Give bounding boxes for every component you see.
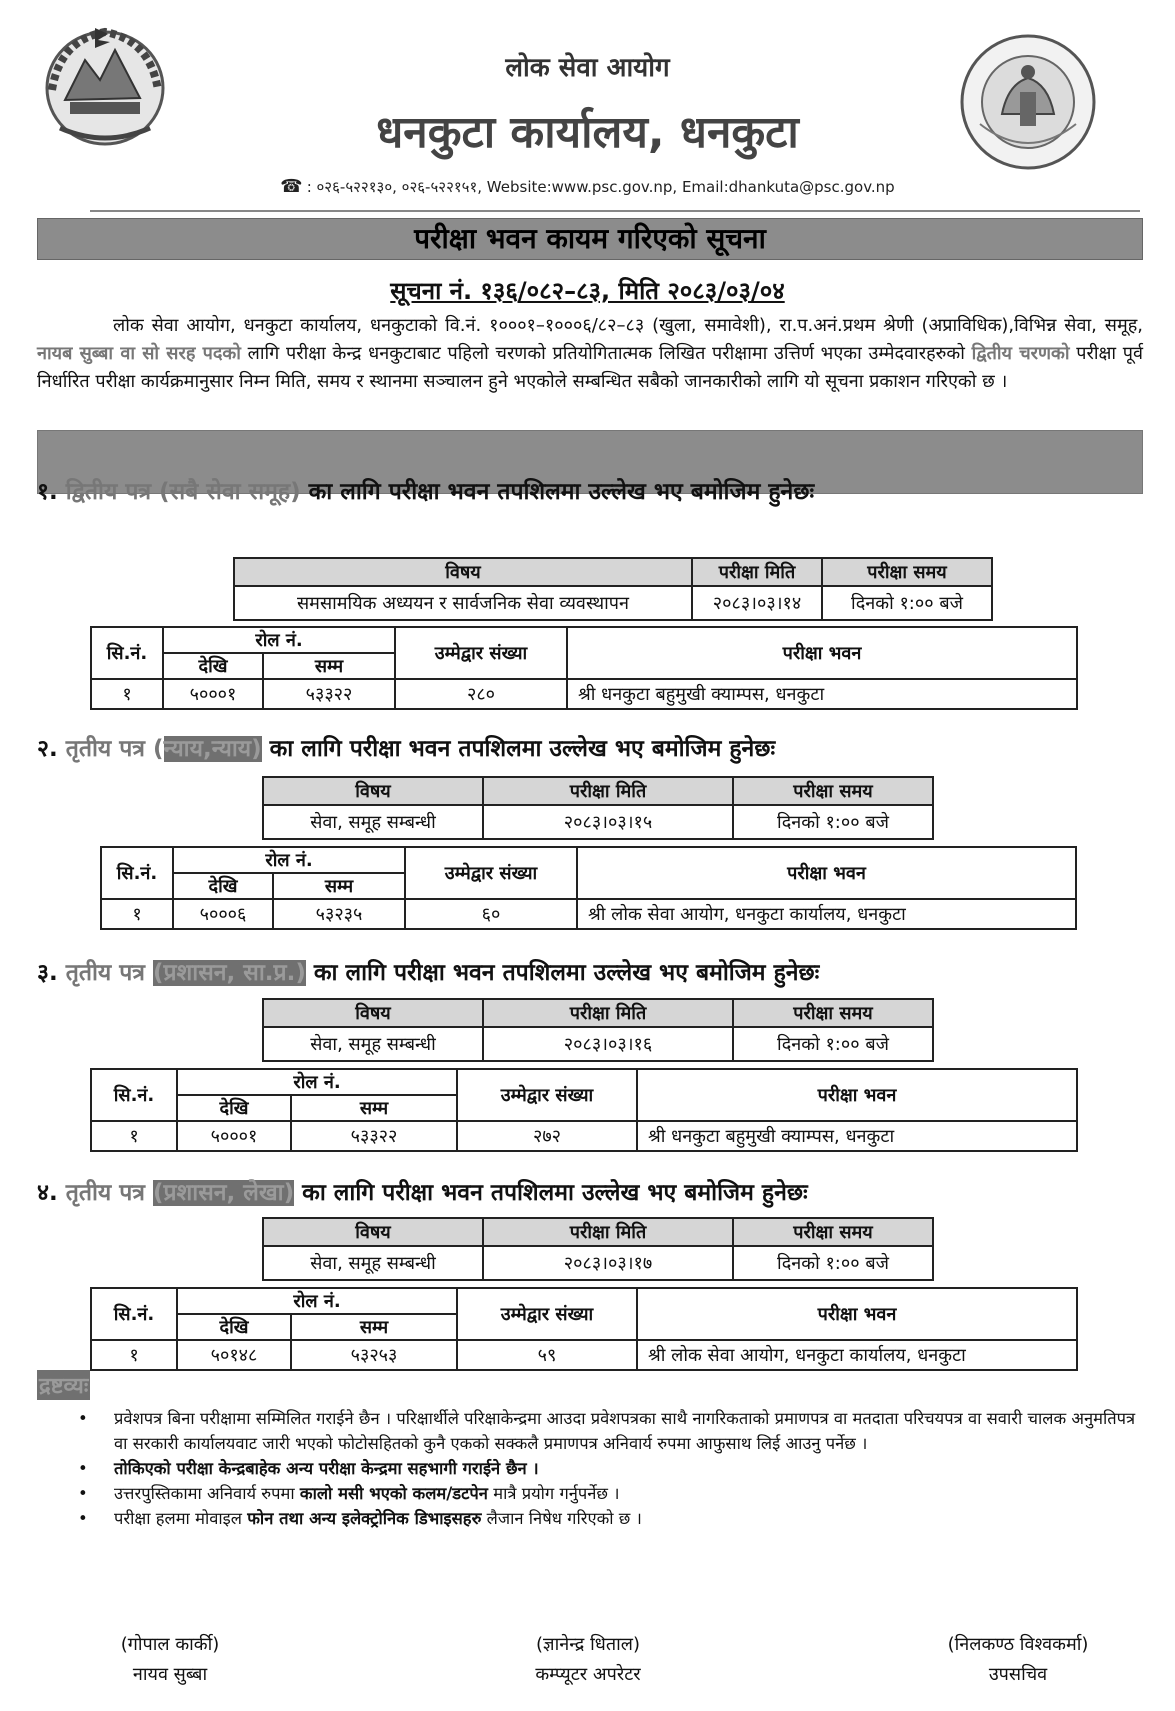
section-heading-3: ३. तृतीय पत्र (प्रशासन, सा.प्र.) का लागि परीक्षा भवन तपशिलमा उल्लेख भए बमोजिम हुनेछः — [37, 960, 820, 986]
table-row: १ ५०००६ ५३२३५ ६० श्री लोक सेवा आयोग, धनकुटा कार्यालय, धनकुटा — [101, 899, 1076, 929]
office-name: धनकुटा कार्यालय, धनकुटा — [376, 107, 799, 158]
table-row: १ ५०००१ ५३३२२ २८० श्री धनकुटा बहुमुखी क्याम्पस, धनकुटा — [91, 679, 1077, 709]
header-divider — [90, 210, 1140, 212]
venue-table-3: सि.नं. रोल नं. उम्मेद्वार संख्या परीक्षा भवन देखि सम्म १ ५०००१ ५३३२२ २७२ श्री धनकुटा बहुमुखी क्याम्पस, धनकुटा — [90, 1068, 1078, 1152]
list-item: • उत्तरपुस्तिकामा अनिवार्य रुपमा कालो मसी भएको कलम/डटपेन मात्रै प्रयोग गर्नुपर्नेछ । — [78, 1484, 620, 1503]
table-row: १ ५०००१ ५३३२२ २७२ श्री धनकुटा बहुमुखी क्याम्पस, धनकुटा — [91, 1121, 1077, 1151]
list-item: • प्रवेशपत्र बिना परीक्षामा सम्मिलित गराईने छैन । परिक्षार्थीले परिक्षाकेन्द्रमा आउदा प्रवेशपत्रका साथै नागरिकताको प्रमाणपत्र वा मतदाता परिचयपत्र वा सवारी चालक अनुमतिपत्र वा सरकारी कार्यालयवाट जारी भएको फोटोसहितको कुनै एकको सक्कलै प्रमाणपत्र अनिवार्य रुपमा आफुसाथ लिई आउनु पर्नेछ । — [78, 1409, 1136, 1453]
subject-table-1: विषय परीक्षा मिति परीक्षा समय समसामयिक अध्ययन र सार्वजनिक सेवा व्यवस्थापन २०८३।०३।१४ दिनको १:०० बजे — [233, 557, 993, 621]
section-heading-1: १. द्वितीय पत्र (सबै सेवा समूह) का लागि परीक्षा भवन तपशिलमा उल्लेख भए बमोजिम हुनेछः — [37, 479, 815, 505]
section-heading-4: ४. तृतीय पत्र (प्रशासन, लेखा) का लागि परीक्षा भवन तपशिलमा उल्लेख भए बमोजिम हुनेछः — [37, 1180, 808, 1206]
notice-number: सूचना नं. १३६/०८२–८३, मिति २०८३/०३/०४ — [390, 277, 785, 305]
venue-table-2: सि.नं. रोल नं. उम्मेद्वार संख्या परीक्षा भवन देखि सम्म १ ५०००६ ५३२३५ ६० श्री लोक सेवा आयोग, धनकुटा कार्यालय, धनकुटा — [100, 846, 1077, 930]
date-cell: २०८३।०३।१४ — [692, 586, 822, 620]
signature-block-3: (निलकण्ठ विश्वकर्मा) उपसचिव — [947, 1634, 1089, 1685]
signature-block-1: (गोपाल कार्की) नायव सुब्बा — [120, 1634, 220, 1685]
notice-intro: लोक सेवा आयोग, धनकुटा कार्यालय, धनकुटाको वि.नं. १०००१–१०००६/८२–८३ (खुला, समावेशी), रा.प.अनं.प्रथम श्रेणी (अप्राविधिक),विभिन्न सेवा, समूह, नायब सुब्बा वा सो सरह पदको लागि परीक्षा केन्द्र धनकुटाबाट पहिलो चरणको प्रतियोगितात्मक लिखित परीक्षामा उत्तिर्ण भएका उम्मेदवारहरुको द्वितीय चरणको परीक्षा पूर्व निर्धारित परीक्षा कार्यक्रमानुसार निम्न मिति, समय र स्थानमा सञ्चालन हुने भएकोले सम्बन्धित सबैको जानकारीको लागि यो सूचना प्रकाशन गरिएको छ । — [37, 315, 1143, 392]
subject-cell: समसामयिक अध्ययन र सार्वजनिक सेवा व्यवस्थापन — [234, 586, 692, 620]
table-row: १ ५०१४८ ५३२५३ ५९ श्री लोक सेवा आयोग, धनकुटा कार्यालय, धनकुटा — [91, 1340, 1077, 1370]
notice-title: परीक्षा भवन कायम गरिएको सूचना — [37, 218, 1143, 260]
contact-text: : ०२६-५२२१३०, ०२६-५२२१५१, Website:www.psc.gov.np, Email:dhankuta@psc.gov.np — [306, 178, 895, 196]
notes-list — [78, 1406, 1146, 1531]
phase-highlight: द्वितीय चरणको — [971, 343, 1070, 364]
section-heading-2: २. तृतीय पत्र (न्याय,न्याय) का लागि परीक्षा भवन तपशिलमा उल्लेख भए बमोजिम हुनेछः — [37, 736, 776, 762]
subject-table-2: विषय परीक्षा मिति परीक्षा समय सेवा, समूह सम्बन्धी २०८३।०३।१५ दिनको १:०० बजे — [262, 776, 934, 840]
subject-table-3: विषय परीक्षा मिति परीक्षा समय सेवा, समूह सम्बन्धी २०८३।०३।१६ दिनको १:०० बजे — [262, 998, 934, 1062]
time-cell: दिनको १:०० बजे — [822, 586, 992, 620]
notes-heading: द्रष्टव्यः — [37, 1370, 90, 1400]
venue-table-1: सि.नं. रोल नं. उम्मेद्वार संख्या परीक्षा भवन देखि सम्म १ ५०००१ ५३३२२ २८० श्री धनकुटा बहुमुखी क्याम्पस, धनकुटा — [90, 626, 1078, 710]
phone-icon: ☎ — [280, 176, 303, 197]
list-item: • परीक्षा हलमा मोवाइल फोन तथा अन्य इलेक्ट्रोनिक डिभाइसहरु लैजान निषेध गरिएको छ । — [78, 1509, 642, 1528]
venue-table-4: सि.नं. रोल नं. उम्मेद्वार संख्या परीक्षा भवन देखि सम्म १ ५०१४८ ५३२५३ ५९ श्री लोक सेवा आयोग, धनकुटा कार्यालय, धनकुटा — [90, 1287, 1078, 1371]
org-name: लोक सेवा आयोग — [505, 53, 670, 83]
list-item: • तोकिएको परीक्षा केन्द्रबाहेक अन्य परीक्षा केन्द्रमा सहभागी गराईने छैन । — [78, 1459, 539, 1478]
post-highlight: नायब सुब्बा वा सो सरह पदको — [37, 343, 241, 364]
contact-line — [0, 176, 1175, 197]
subject-table-4: विषय परीक्षा मिति परीक्षा समय सेवा, समूह सम्बन्धी २०८३।०३।१७ दिनको १:०० बजे — [262, 1217, 934, 1281]
signature-block-2: (ज्ञानेन्द्र धिताल) कम्प्यूटर अपरेटर — [535, 1634, 641, 1685]
